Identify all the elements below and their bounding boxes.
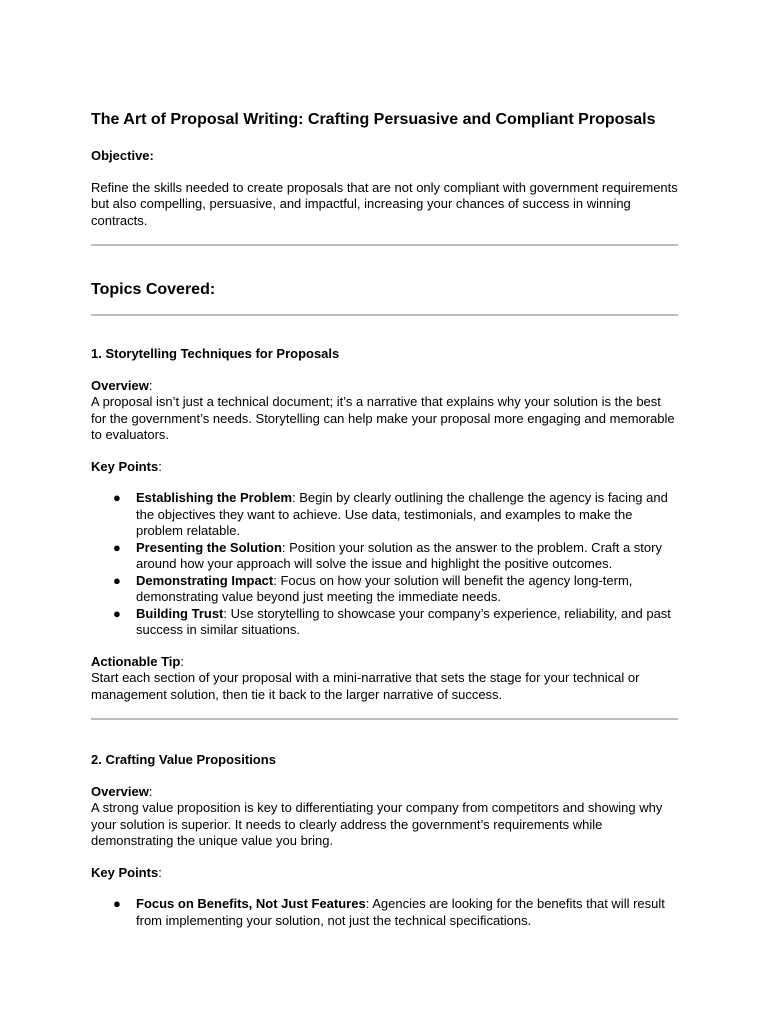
- key-points-label: Key Points:: [91, 458, 162, 474]
- bullet-icon: ●: [113, 539, 121, 555]
- bullet-icon: ●: [113, 605, 121, 621]
- objective-text: Refine the skills needed to create proposals that are not only compliant with government requirements but also compelling, persuasive, and impactful, increasing your chances of success in winning contracts.: [91, 179, 678, 228]
- section-heading: 2. Crafting Value Propositions: [91, 752, 276, 767]
- key-points-list: [91, 490, 678, 639]
- bullet-icon: ●: [113, 490, 121, 505]
- divider: [91, 314, 678, 316]
- topics-heading: Topics Covered:: [91, 281, 216, 298]
- objective-label: Objective:: [91, 148, 154, 163]
- overview-label: Overview:: [91, 377, 153, 393]
- key-points-list: [91, 896, 678, 929]
- list-item: ● Establishing the Problem: Begin by clearly outlining the challenge the agency is facing and the objectives they want to achieve. Use data, testimonials, and examples to make the problem relatable.: [113, 490, 668, 538]
- list-item: ● Presenting the Solution: Position your solution as the answer to the problem. Craft a story around how your approach will solve the issue and highlight the positive outcomes.: [113, 539, 662, 571]
- overview-text: A strong value proposition is key to differentiating your company from competitors and showing why your solution is superior. It needs to clearly address the government’s requirements while demonstrating the unique value you bring.: [91, 800, 663, 848]
- bullet-icon: ●: [113, 896, 121, 911]
- overview-text: A proposal isn’t just a technical document; it’s a narrative that explains why your solution is the best for the government’s needs. Storytelling can help make your proposal more engaging and memorable to evaluators.: [91, 394, 675, 442]
- list-item: ● Focus on Benefits, Not Just Features: Agencies are looking for the benefits that will result from implementing your solution, not just the technical specifications.: [113, 896, 665, 928]
- tip-label: Actionable Tip:: [91, 653, 184, 669]
- bullet-icon: ●: [113, 572, 121, 588]
- key-points-label: Key Points:: [91, 864, 162, 880]
- overview-label: Overview:: [91, 783, 153, 799]
- list-item: ● Demonstrating Impact: Focus on how your solution will benefit the agency long-term, demonstrating value beyond just meeting the immediate needs.: [113, 572, 633, 604]
- list-item: ● Building Trust: Use storytelling to showcase your company’s experience, reliability, and past success in similar situations.: [113, 605, 671, 637]
- tip-text: Start each section of your proposal with a mini-narrative that sets the stage for your technical or management solution, then tie it back to the larger narrative of success.: [91, 670, 640, 702]
- document-title: The Art of Proposal Writing: Crafting Persuasive and Compliant Proposals: [91, 111, 656, 128]
- divider: [91, 244, 678, 246]
- section-heading: 1. Storytelling Techniques for Proposals: [91, 346, 340, 361]
- divider: [91, 718, 678, 720]
